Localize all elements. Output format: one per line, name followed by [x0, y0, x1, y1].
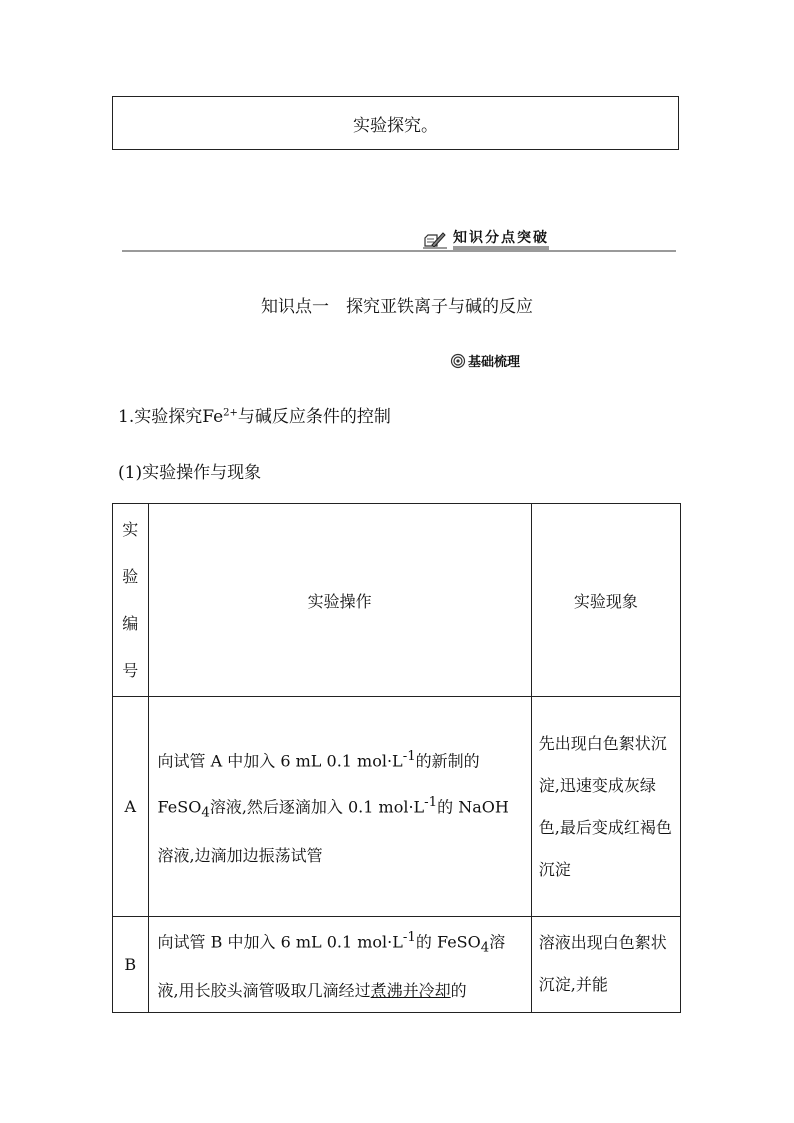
section-banner	[122, 228, 676, 254]
row-operation: 向试管 A 中加入 6 mL 0.1 $mol\cdot L^{-1}$的新制的 FeSO$_4$溶液,然后逐滴加入 0.1 $mol\cdot L^{-1}$的 NaOH 溶液,边滴加边振荡试管	[148, 697, 531, 917]
heading-2: (1)实验操作与现象	[118, 463, 262, 483]
banner-label: 知识分点突破	[453, 230, 549, 250]
section-tag-label: 基础梳理	[468, 355, 521, 370]
heading-1: 1.实验探究$Fe^{2+}$与碱反应条件的控制	[118, 407, 391, 427]
knowledge-point-title: 知识点一 探究亚铁离子与碱的反应	[261, 297, 533, 317]
table-header-row	[113, 504, 681, 697]
row-operation: 向试管 B 中加入 6 mL 0.1 $mol\cdot L^{-1}$的 FeSO$_4$溶液,用长胶头滴管吸取几滴经过煮沸并冷却的	[148, 917, 531, 1013]
banner-rule	[122, 250, 676, 252]
header-col-number: 实 验 编 号	[113, 504, 149, 697]
underlined-phrase: 煮沸并冷却	[370, 980, 451, 1000]
top-box	[112, 96, 679, 150]
table-row	[113, 697, 681, 917]
row-id: A	[113, 697, 149, 917]
pencil-paper-icon	[423, 230, 447, 250]
section-tag	[450, 351, 520, 370]
top-box-text: 实验探究。	[353, 115, 438, 136]
row-id: B	[113, 917, 149, 1013]
header-col-observation: 实验现象	[531, 504, 680, 697]
header-col-operation: 实验操作	[148, 504, 531, 697]
row-observation: 溶液出现白色絮状沉淀,并能	[531, 917, 680, 1013]
table-row	[113, 917, 681, 1013]
experiment-table	[112, 503, 681, 1013]
banner-center	[420, 230, 552, 250]
spiral-icon	[450, 353, 466, 369]
row-observation: 先出现白色絮状沉淀,迅速变成灰绿色,最后变成红褐色沉淀	[531, 697, 680, 917]
